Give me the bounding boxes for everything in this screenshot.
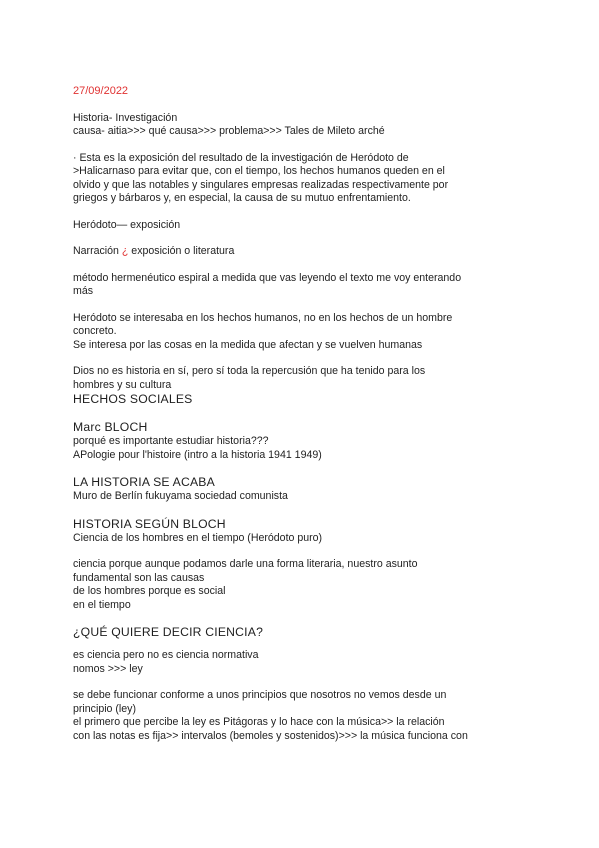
- author-name: Marc BLOCH: [73, 420, 148, 434]
- text-line: Heródoto se interesaba en los hechos humanos, no en los hechos de un hombre: [73, 311, 453, 324]
- text-line: de los hombres porque es social: [73, 585, 226, 597]
- text-line: Muro de Berlín fukuyama sociedad comunista: [73, 490, 288, 502]
- text-line: se debe funcionar conforme a unos principios que nosotros no vemos desde un: [73, 689, 447, 701]
- text-line: es ciencia pero no es ciencia normativa: [73, 649, 259, 661]
- text-line: causa- aitia>>> qué causa>>> problema>>> Tales de Mileto arché: [73, 125, 385, 137]
- text-segment: exposición o literatura: [128, 245, 235, 257]
- text-line: Historia- Investigación: [73, 111, 178, 124]
- document-date: 27/09/2022: [73, 85, 129, 97]
- quote-line: olvido y que las notables y singulares empresas realizadas respectivamente por: [73, 178, 449, 191]
- text-line: Se interesa por las cosas en la medida que afectan y se vuelven humanas: [73, 338, 423, 351]
- text-line: [73, 245, 533, 259]
- document-body: [73, 85, 533, 743]
- text-line: en el tiempo: [73, 598, 131, 611]
- text-line: APologie pour l'histoire (intro a la historia 1941 1949): [73, 448, 322, 461]
- text-line: más: [73, 285, 94, 297]
- heading-historia-se-acaba: LA HISTORIA SE ACABA: [73, 475, 215, 489]
- text-line: Dios no es historia en sí, pero sí toda la repercusión que ha tenido para los: [73, 365, 426, 377]
- quote-line: griegos y bárbaros y, en especial, la causa de su mutuo enfrentamiento.: [73, 192, 411, 204]
- text-segment: Narración: [73, 245, 122, 257]
- text-line: concreto.: [73, 325, 117, 337]
- text-line: porqué es importante estudiar historia???: [73, 435, 269, 447]
- inverted-question-mark: ¿: [121, 245, 129, 257]
- text-line: fundamental son las causas: [73, 571, 205, 584]
- heading-hechos-sociales: HECHOS SOCIALES: [73, 392, 193, 406]
- text-line: nomos >>> ley: [73, 662, 143, 675]
- text-line: principio (ley): [73, 702, 136, 715]
- text-line: Heródoto— exposición: [73, 218, 181, 231]
- text-line: el primero que percibe la ley es Pitágoras y lo hace con la música>> la relación: [73, 716, 445, 728]
- heading-historia-segun-bloch: HISTORIA SEGÚN BLOCH: [73, 516, 226, 531]
- quote-line: >Halicarnaso para evitar que, con el tiempo, los hechos humanos queden en el: [73, 165, 445, 177]
- text-line: con las notas es fija>> intervalos (bemoles y sostenidos)>>> la música funciona con: [73, 729, 468, 742]
- text-line: hombres y su cultura: [73, 378, 172, 391]
- heading-que-quiere-decir-ciencia: ¿QUÉ QUIERE DECIR CIENCIA?: [73, 625, 264, 639]
- text-line: Ciencia de los hombres en el tiempo (Heródoto puro): [73, 531, 323, 544]
- text-line: ciencia porque aunque podamos darle una forma literaria, nuestro asunto: [73, 558, 418, 570]
- text-line: método hermenéutico espiral a medida que vas leyendo el texto me voy enterando: [73, 271, 462, 284]
- quote-line: · Esta es la exposición del resultado de la investigación de Heródoto de: [73, 151, 409, 164]
